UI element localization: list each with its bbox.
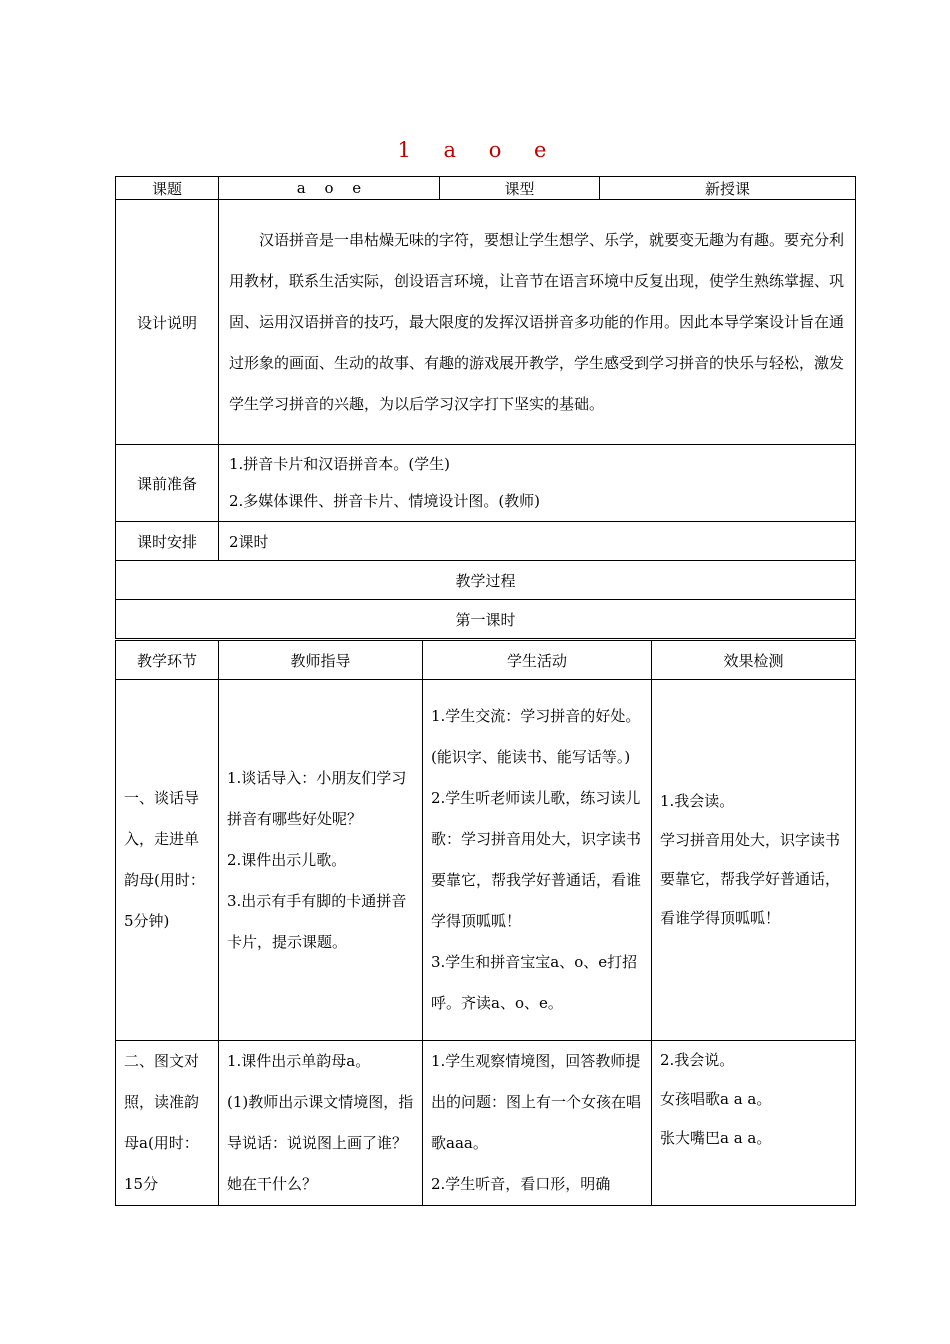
table-row (116, 1041, 856, 1206)
schedule-label: 课时安排 (116, 522, 219, 561)
student-cell (423, 1041, 652, 1206)
page-title: 1 a o e (397, 138, 553, 162)
type-value: 新授课 (600, 177, 856, 200)
check-cell (652, 680, 856, 1041)
table-row (116, 680, 856, 1041)
topic-row (116, 177, 856, 200)
teacher-cell (219, 1041, 423, 1206)
prep-row (116, 445, 856, 522)
student-step: 1.学生交流：学习拼音的好处。(能识字、能读书、能写话等。) (431, 707, 641, 766)
topic-label: 课题 (116, 177, 219, 200)
stage-cell: 一、谈话导入，走进单韵母(用时：5分钟) (116, 680, 219, 1041)
info-table (115, 176, 856, 639)
column-header: 教学环节 (116, 641, 219, 680)
schedule-value: 2课时 (219, 522, 856, 561)
design-text: 汉语拼音是一串枯燥无味的字符，要想让学生想学、乐学，就要变无趣为有趣。要充分利用教材，联系生活实际，创设语言环境，让音节在语言环境中反复出现，使学生熟练掌握、巩固、运用汉语拼音的技巧，最大限度的发挥汉语拼音多功能的作用。因此本导学案设计旨在通过形象的画面、生动的故事、有趣的游戏展开教学，学生感受到学习拼音的快乐与轻松，激发学生学习拼音的兴趣，为以后学习汉字打下坚实的基础。 (219, 200, 856, 445)
student-step: 3.学生和拼音宝宝a、o、e打招呼。齐读a、o、e。 (431, 953, 638, 1012)
student-step: 2.学生听音，看口形，明确 (431, 1175, 611, 1193)
prep-item: 1.拼音卡片和汉语拼音本。(学生) (229, 455, 451, 473)
check-item: 1.我会读。 (660, 792, 735, 810)
teacher-step: 2.课件出示儿歌。 (227, 850, 347, 869)
check-item: 2.我会说。 (660, 1051, 735, 1069)
topic-value: a o e (219, 177, 440, 200)
design-label: 设计说明 (116, 200, 219, 445)
student-step: 2.学生听老师读儿歌，练习读儿歌：学习拼音用处大，识字读书要靠它，帮我学好普通话，看谁学得顶呱呱！ (431, 789, 642, 930)
process-table (115, 640, 856, 1206)
teacher-cell (219, 680, 423, 1041)
student-step: 1.学生观察情境图，回答教师提出的问题：图上有一个女孩在唱歌aaa。 (431, 1052, 642, 1152)
column-header-row (116, 641, 856, 680)
process-title: 教学过程 (116, 561, 856, 600)
process-title-row (116, 561, 856, 600)
type-label: 课型 (440, 177, 600, 200)
student-cell (423, 680, 652, 1041)
teacher-step: (1)教师出示课文情境图，指导说话：说说图上画了谁？她在干什么？ (227, 1093, 414, 1193)
lesson-title-row (116, 600, 856, 639)
prep-items (219, 445, 856, 522)
schedule-row (116, 522, 856, 561)
teacher-step: 3.出示有手有脚的卡通拼音卡片，提示课题。 (227, 891, 407, 951)
teacher-step: 1.谈话导入：小朋友们学习拼音有哪些好处呢？ (227, 768, 407, 828)
column-header: 效果检测 (652, 641, 856, 680)
prep-label: 课前准备 (116, 445, 219, 522)
check-item: 女孩唱歌a a a。 (660, 1090, 772, 1108)
column-header: 学生活动 (423, 641, 652, 680)
stage-cell: 二、图文对照，读准韵母a(用时：15分 (116, 1041, 219, 1206)
prep-item: 2.多媒体课件、拼音卡片、情境设计图。(教师) (229, 492, 541, 510)
column-header: 教师指导 (219, 641, 423, 680)
design-row (116, 200, 856, 445)
check-cell (652, 1041, 856, 1206)
teacher-step: 1.课件出示单韵母a。 (227, 1052, 371, 1070)
check-item: 张大嘴巴a a a。 (660, 1129, 772, 1147)
check-item: 学习拼音用处大，识字读书要靠它，帮我学好普通话，看谁学得顶呱呱！ (660, 831, 841, 927)
lesson-title: 第一课时 (116, 600, 856, 639)
